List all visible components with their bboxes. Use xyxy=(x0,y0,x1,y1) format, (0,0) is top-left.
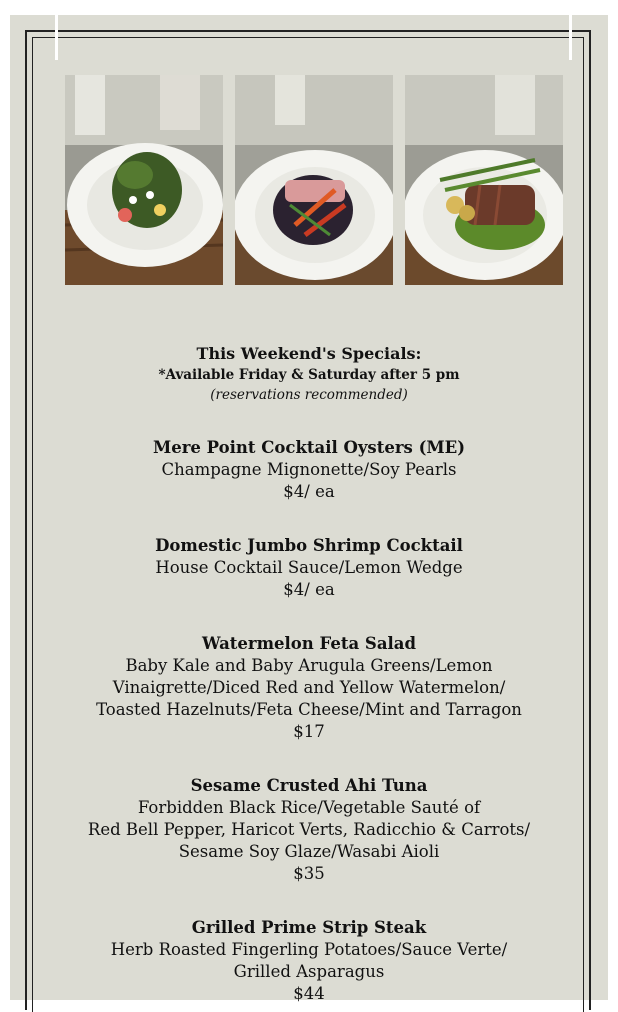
photo-salad xyxy=(65,75,223,285)
menu-item-desc: Vinaigrette/Diced Red and Yellow Watermelon/ xyxy=(112,678,506,697)
menu-item-name: Sesame Crusted Ahi Tuna xyxy=(190,776,428,795)
menu-item xyxy=(10,633,608,743)
border-tick-right xyxy=(569,15,572,60)
menu-item-price: $44 xyxy=(293,984,325,1003)
menu-item-price: $4/ ea xyxy=(283,580,335,599)
menu-item-desc: Champagne Mignonette/Soy Pearls xyxy=(161,460,457,479)
menu-item-desc: House Cocktail Sauce/Lemon Wedge xyxy=(155,558,463,577)
reservations-note: (reservations recommended) xyxy=(210,387,408,403)
menu-item xyxy=(10,535,608,601)
photo-steak xyxy=(405,75,563,285)
menu-item xyxy=(10,437,608,503)
photo-tuna xyxy=(235,75,393,285)
menu-item-name: Grilled Prime Strip Steak xyxy=(191,918,427,937)
menu-item-desc: Herb Roasted Fingerling Potatoes/Sauce Verte/ xyxy=(110,940,508,959)
border-tick-left xyxy=(55,15,58,60)
menu-item-desc: Forbidden Black Rice/Vegetable Sauté of xyxy=(137,798,481,817)
menu-item-desc: Baby Kale and Baby Arugula Greens/Lemon xyxy=(125,656,493,675)
menu-item xyxy=(10,775,608,885)
specials-title: This Weekend's Specials: xyxy=(196,344,422,363)
menu-item-desc: Sesame Soy Glaze/Wasabi Aioli xyxy=(178,842,440,861)
menu-sheet xyxy=(10,15,608,1003)
menu-item xyxy=(10,917,608,1005)
availability-note: *Available Friday & Saturday after 5 pm xyxy=(158,367,460,383)
menu-item-name: Mere Point Cocktail Oysters (ME) xyxy=(152,438,466,457)
menu-item-price: $17 xyxy=(293,722,325,741)
menu-item-price: $35 xyxy=(293,864,325,883)
menu-item-desc: Red Bell Pepper, Haricot Verts, Radicchio & Carrots/ xyxy=(87,820,531,839)
menu-item-price: $4/ ea xyxy=(283,482,335,501)
specials-content xyxy=(10,343,608,1005)
menu-item-name: Domestic Jumbo Shrimp Cocktail xyxy=(155,536,463,555)
menu-item-desc: Grilled Asparagus xyxy=(233,962,385,981)
menu-item-desc: Toasted Hazelnuts/Feta Cheese/Mint and Tarragon xyxy=(96,700,522,719)
menu-item-name: Watermelon Feta Salad xyxy=(201,634,417,653)
